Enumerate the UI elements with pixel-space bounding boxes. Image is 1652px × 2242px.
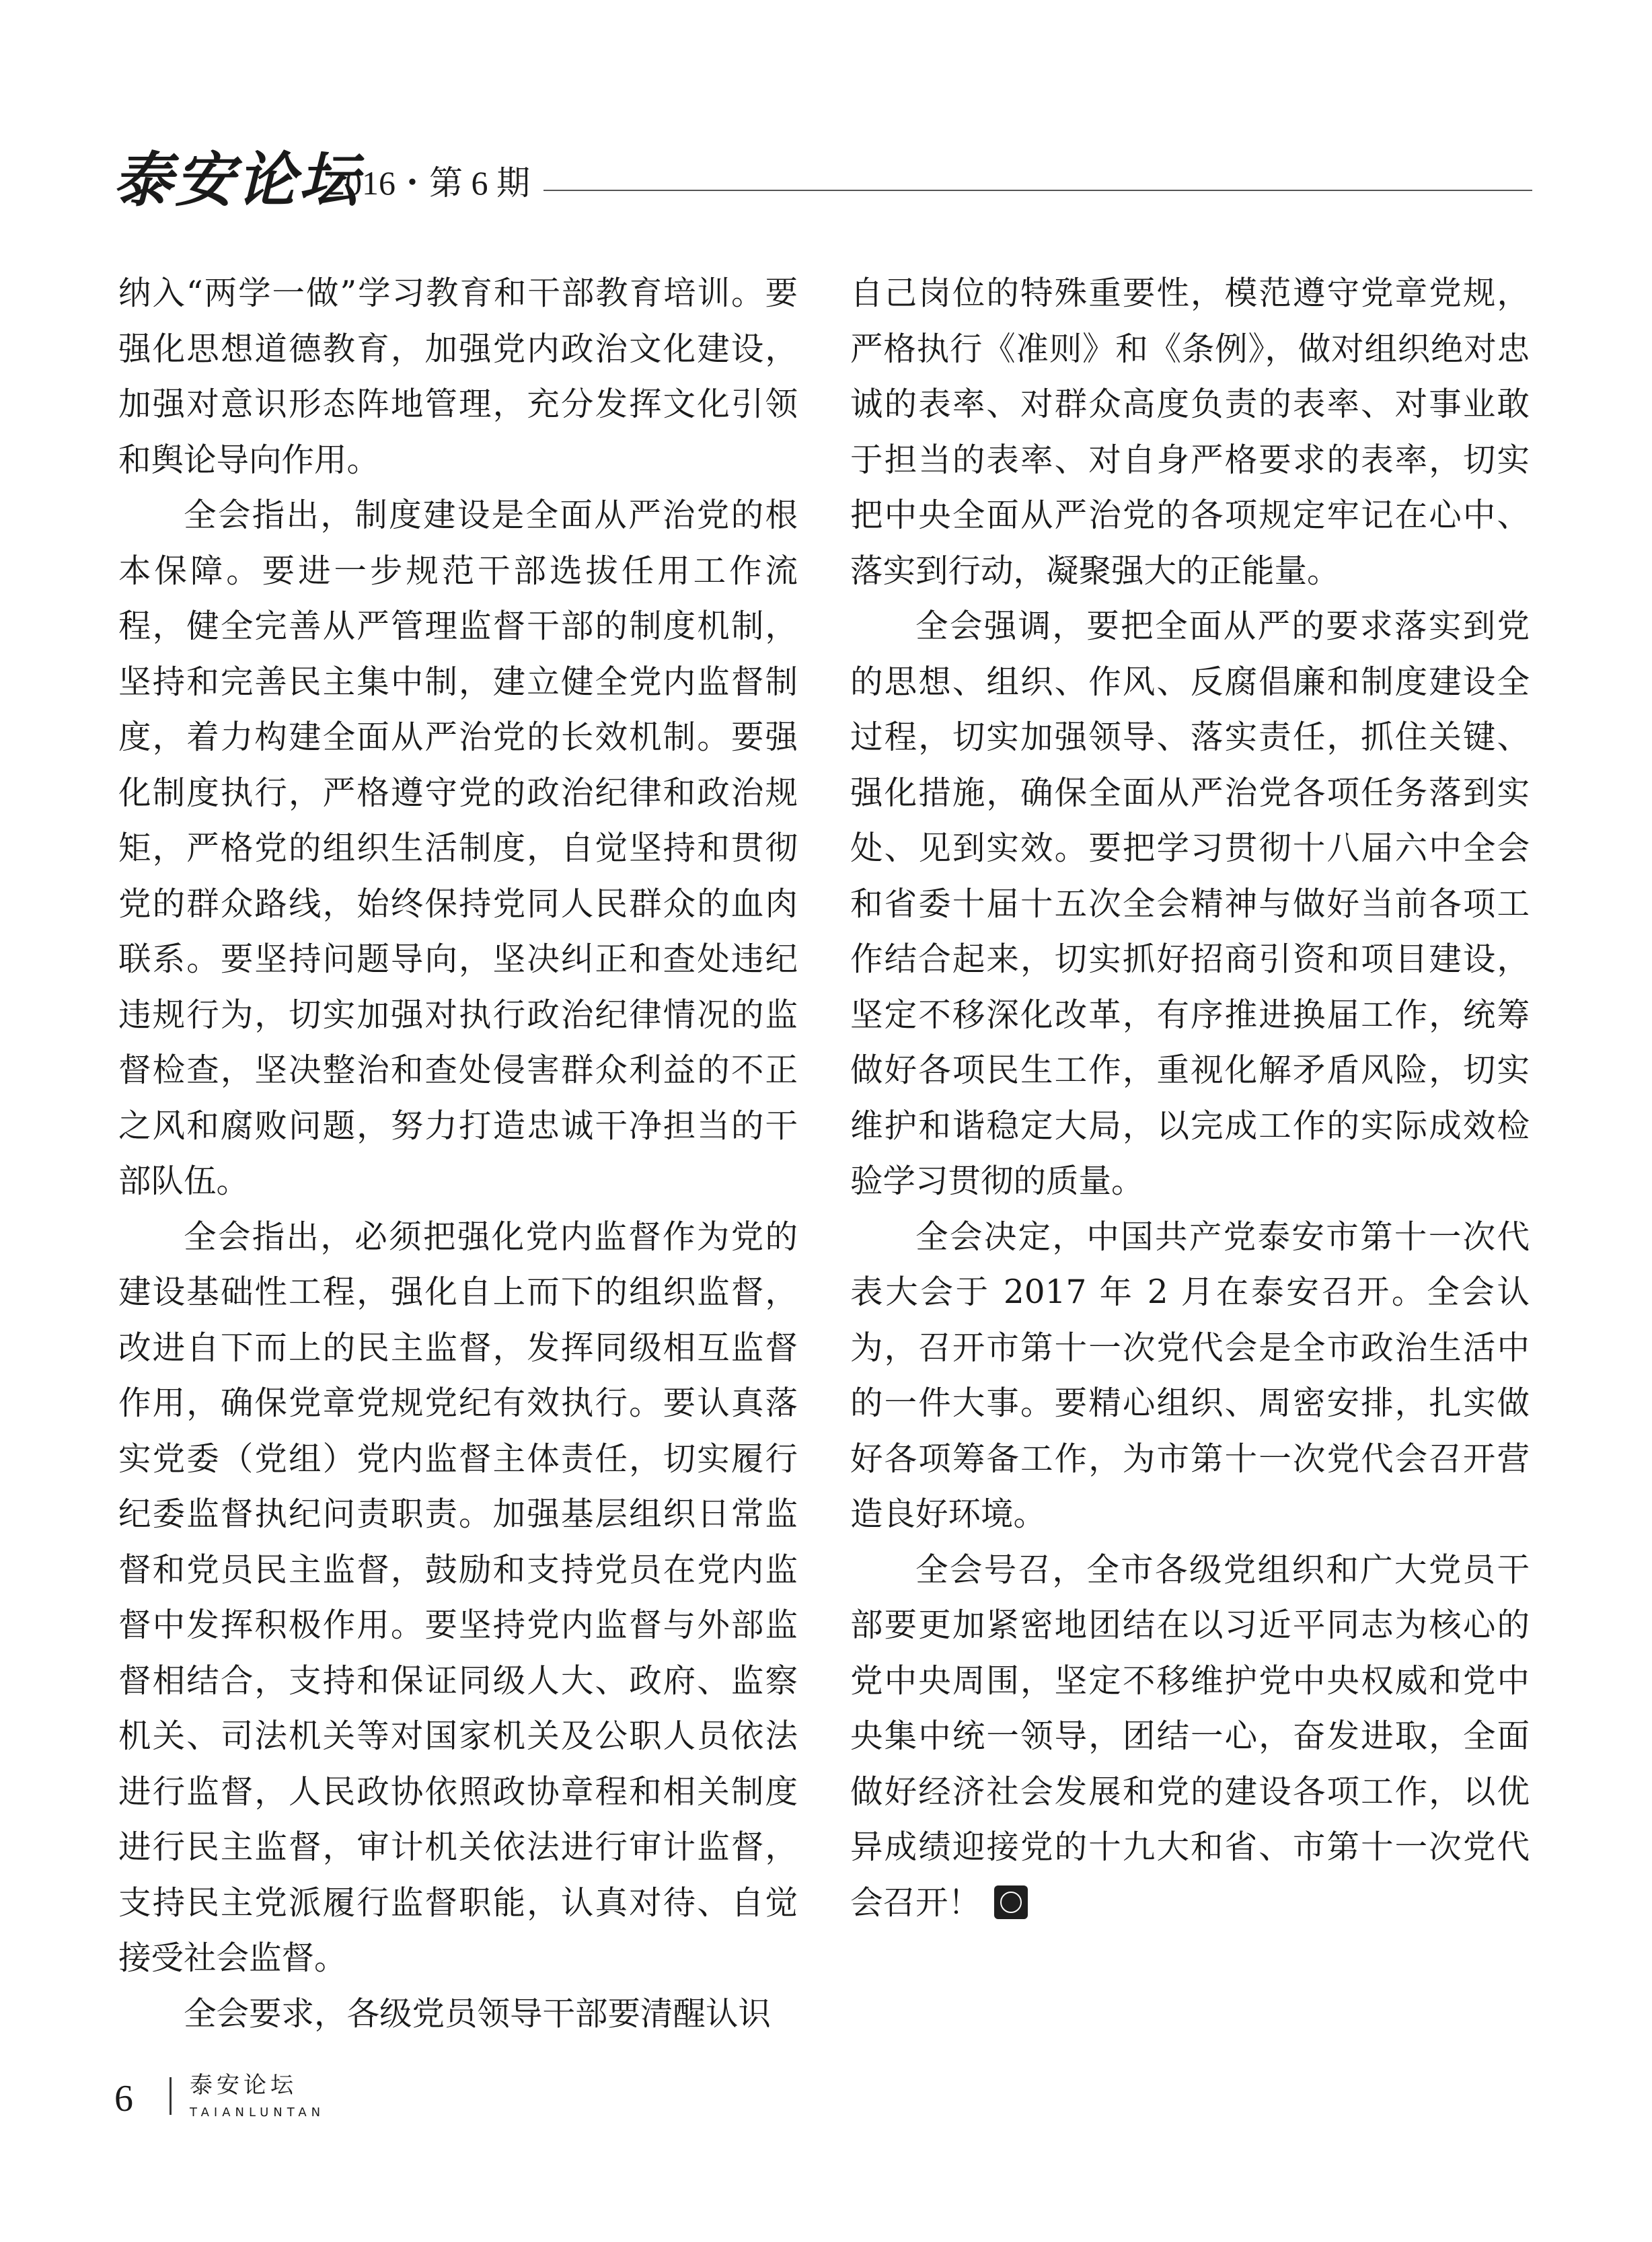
header-rule — [543, 190, 1532, 191]
page-footer — [114, 2072, 518, 2146]
paragraph: 全会强调，要把全面从严的要求落实到党的思想、组织、作风、反腐倡廉和制度建设全过程，切实加强领导、落实责任，抓住关键、强化措施，确保全面从严治党各项任务落到实处、见到实效。要把学习贯彻十八届六中全会和省委十届十五次全会精神与做好当前各项工作结合起来，切实抓好招商引资和项目建设，坚定不移深化改革，有序推进换届工作，统筹做好各项民生工作，重视化解矛盾风险，切实维护和谐稳定大局，以完成工作的实际成效检验学习贯彻的质量。 — [850, 607, 1530, 1200]
footer-divider — [170, 2077, 172, 2115]
masthead-logo: 泰安论坛 — [113, 145, 361, 215]
paragraph: 全会指出，制度建设是全面从严治党的根本保障。要进一步规范干部选拔任用工作流程，健全完善从严管理监督干部的制度机制，坚持和完善民主集中制，建立健全党内监督制度，着力构建全面从严治党的长效机制。要强化制度执行，严格遵守党的政治纪律和政治规矩，严格党的组织生活制度，自觉坚持和贯彻党的群众路线，始终保持党同人民群众的血肉联系。要坚持问题导向，坚决纠正和查处违纪违规行为，切实加强对执行政治纪律情况的监督检查，坚决整治和查处侵害群众利益的不正之风和腐败问题，努力打造忠诚干净担当的干部队伍。 — [118, 496, 798, 1200]
page-header — [113, 145, 1532, 215]
issue-label: 2016・第 6 期 — [328, 164, 530, 202]
footer-title: 泰安论坛 — [190, 2072, 297, 2099]
paragraph: 自己岗位的特殊重要性，模范遵守党章党规，严格执行《准则》和《条例》，做对组织绝对忠诚的表率、对群众高度负责的表率、对事业敢于担当的表率、对自身严格要求的表率，切实把中央全面从严治党的各项规定牢记在心中、落实到行动，凝聚强大的正能量。 — [850, 274, 1530, 590]
closing-paragraph — [850, 1542, 1530, 1931]
paragraph: 全会要求，各级党员领导干部要清醒认识 — [184, 1994, 772, 2033]
footer-pinyin: TAIANLUNTAN — [190, 2105, 326, 2120]
left-column — [118, 266, 798, 2042]
paragraph: 全会指出，必须把强化党内监督作为党的建设基础性工程，强化自上而下的组织监督，改进自下而上的民主监督，发挥同级相互监督作用，确保党章党规党纪有效执行。要认真落实党委（党组）党内监督主体责任，切实履行纪委监督执纪问责职责。加强基层组织日常监督和党员民主监督，鼓励和支持党员在党内监督中发挥积极作用。要坚持党内监督与外部监督相结合，支持和保证同级人大、政府、监察机关、司法机关等对国家机关及公职人员依法进行监督，人民政协依照政协章程和相关制度进行民主监督，审计机关依法进行审计监督，支持民主党派履行监督职能，认真对待、自觉接受社会监督。 — [118, 1218, 798, 1977]
paragraph: 全会决定，中国共产党泰安市第十一次代表大会于 2017 年 2 月在泰安召开。全会认为，召开市第十一次党代会是全市政治生活中的一件大事。要精心组织、周密安排，扎实做好各项筹备工作，为市第十一次党代会召开营造良好环境。 — [850, 1218, 1530, 1533]
paragraph: 纳入“两学一做”学习教育和干部教育培训。要强化思想道德教育，加强党内政治文化建设，加强对意识形态阵地管理，充分发挥文化引领和舆论导向作用。 — [118, 274, 798, 479]
closing-paragraph-text: 全会号召，全市各级党组织和广大党员干部要更加紧密地团结在以习近平同志为核心的党中央周围，坚定不移维护党中央权威和党中央集中统一领导，团结一心，奋发进取，全面做好经济社会发展和党的建设各项工作，以优异成绩迎接党的十九大和省、市第十一次党代会召开！ — [850, 1550, 1530, 1922]
page-number: 6 — [114, 2078, 133, 2120]
end-mark-icon — [994, 1885, 1028, 1919]
right-column — [850, 266, 1530, 1931]
